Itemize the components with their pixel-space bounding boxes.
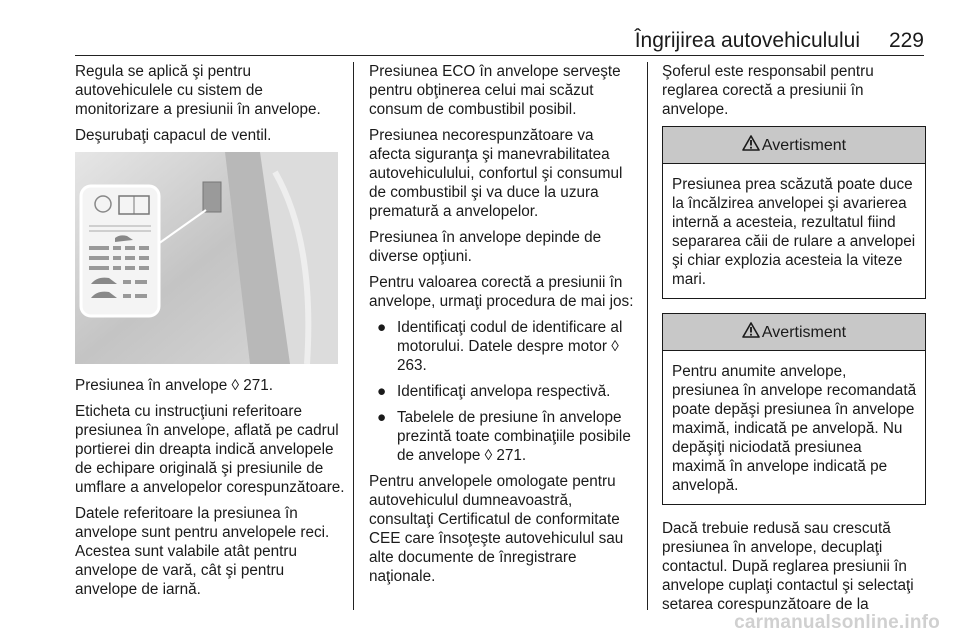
paragraph: Presiunea ECO în anvelope serveşte pentru obţinerea celui mai scăzut consum de combustibil posibil.	[369, 63, 621, 118]
paragraph: Datele referitoare la presiunea în anvelope sunt pentru anvelopele reci. Acestea sunt valabile atât pentru anvelope de vară, cât şi pentru anvelope de iarnă.	[75, 505, 330, 598]
warning-box	[662, 313, 926, 505]
paragraph: Presiunea necorespunzătoare va afecta siguranţa şi manevrabilitatea autovehiculului, confortul şi consumul de combustibil şi va duce la uzura prematură a anvelopelor.	[369, 127, 623, 220]
warning-box	[662, 126, 926, 299]
paragraph: Şoferul este responsabil pentru reglarea corectă a presiunii în anvelope.	[662, 63, 874, 118]
tire-pressure-label-illustration	[75, 152, 338, 364]
list-item	[369, 318, 637, 375]
bullet-icon: ●	[377, 383, 387, 400]
paragraph: Dacă trebuie redusă sau crescută presiunea în anvelope, decuplaţi contactul. După reglarea presiunii în anvelope cuplaţi contactul şi selectaţi setarea corespunzătoare de la	[662, 520, 914, 613]
warning-triangle-icon	[742, 322, 760, 343]
column-2	[369, 62, 637, 593]
paragraph: Regula se aplică şi pentru autovehiculele cu sistem de monitorizare a presiunii în anvelope.	[75, 63, 321, 118]
header-rule	[75, 55, 924, 56]
warning-title: Avertisment	[761, 323, 847, 341]
paragraph: Pentru valoarea corectă a presiunii în anvelope, urmaţi procedura de mai jos:	[369, 274, 634, 310]
list-item	[369, 408, 637, 465]
warning-header	[663, 314, 925, 351]
list-item-text: Identificaţi codul de identificare al motorului. Datele despre motor ◊ 263.	[397, 319, 623, 374]
bullet-icon: ●	[377, 409, 387, 426]
list-item-text: Identificaţi anvelopa respectivă.	[397, 383, 611, 400]
list-item	[369, 382, 637, 401]
paragraph: Pentru anvelopele omologate pentru autovehiculul dumneavoastră, consultaţi Certificatul de conformitate CEE care însoţeşte autovehiculul sau alte documente de înregistrare naţionale.	[369, 473, 624, 585]
paragraph: Presiunea în anvelope depinde de diverse opţiuni.	[369, 229, 602, 265]
warning-text: Presiunea prea scăzută poate duce la încălzirea anvelopei şi avarierea internă a acesteia, rezultatul fiind separarea căii de rulare a anvelopei şi chiar explozia acesteia la viteze mari.	[672, 176, 916, 288]
page-header-title: Îngrijirea autovehiculului	[634, 29, 860, 52]
list-item-text: Tabelele de presiune în anvelope prezintă toate combinaţiile posibile de anvelope ◊ 271.	[397, 409, 631, 464]
column-1	[75, 62, 345, 606]
warning-triangle-icon	[742, 135, 760, 156]
warning-text: Pentru anumite anvelope, presiunea în anvelope recomandată poate depăşi presiunea în anvelope maximă, indicată pe anvelopă. Nu depăşiţi niciodată presiunea maximă în anvelope indicată pe anvelopă.	[672, 363, 917, 494]
warning-title: Avertisment	[761, 136, 847, 154]
column-3	[662, 62, 926, 621]
column-divider-1	[353, 62, 354, 610]
bullet-icon: ●	[377, 319, 387, 336]
page-number: 229	[888, 29, 924, 52]
paragraph: Eticheta cu instrucţiuni referitoare presiunea în anvelope, aflată pe cadrul portierei din dreapta indică anvelopele de echipare originală şi presiunile de umflare a anvelopelor corespunzătoare.	[75, 403, 345, 496]
paragraph: Presiunea în anvelope ◊ 271.	[75, 377, 274, 394]
warning-header	[663, 127, 925, 164]
watermark: carmanualsonline.info	[734, 612, 940, 633]
paragraph: Deşurubaţi capacul de ventil.	[75, 127, 272, 144]
column-divider-2	[647, 62, 648, 610]
